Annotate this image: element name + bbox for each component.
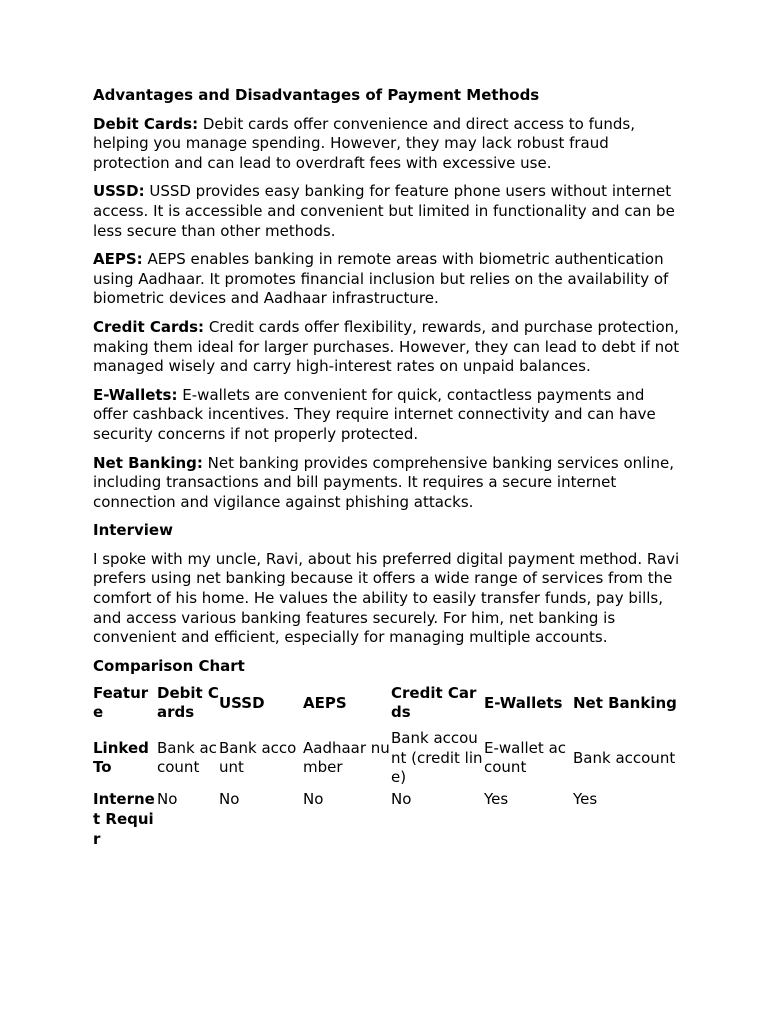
table-cell: No: [219, 790, 240, 809]
method-e-wallets: [93, 386, 683, 445]
method-name: Credit Cards:: [93, 317, 205, 336]
table-cell: Yes: [484, 790, 509, 809]
header-cell: E-Wallets: [484, 693, 563, 712]
method-text: E-wallets are convenient for quick, contactless payments and offer cashback incentives. They require internet connectivity and can have security concerns if not properly protected.: [93, 385, 656, 443]
table-cell: E-wallet account: [484, 738, 567, 777]
method-credit-cards: [93, 318, 683, 377]
table-row: [93, 788, 681, 849]
method-text: USSD provides easy banking for feature phone users without internet access. It is accessible and convenient but limited in functionality and can be less secure than other methods.: [93, 182, 675, 240]
table-cell: Bank account: [219, 738, 297, 777]
method-net-banking: [93, 454, 683, 513]
header-cell: USSD: [219, 693, 265, 712]
method-text: Credit cards offer flexibility, rewards, and purchase protection, making them ideal for larger purchases. However, they can lead to debt if not managed wisely and carry high-interest rates on unpaid balances.: [93, 317, 680, 376]
table-cell: Bank account (credit line): [391, 729, 483, 787]
method-text: Debit cards offer convenience and direct access to funds, helping you manage spending. However, they may lack robust fraud protection and can lead to overdraft fees with excessive use.: [93, 114, 635, 172]
method-name: Net Banking:: [93, 453, 203, 472]
method-name: Debit Cards:: [93, 114, 199, 133]
row-header-cell: Internet Requir: [93, 790, 155, 848]
method-aeps: [93, 250, 683, 309]
header-cell: Credit Cards: [391, 683, 477, 722]
interview-heading: Interview: [93, 521, 173, 540]
table-cell: Aadhaar number: [303, 738, 390, 777]
comparison-table: [93, 678, 681, 849]
table-row: [93, 728, 681, 788]
method-name: E-Wallets:: [93, 385, 178, 404]
method-ussd: [93, 182, 683, 241]
table-cell: Yes: [573, 790, 598, 809]
header-cell: AEPS: [303, 693, 347, 712]
method-name: USSD:: [93, 182, 145, 201]
table-cell: No: [303, 790, 324, 809]
row-header-cell: Linked To: [93, 738, 149, 777]
table-cell: Bank account: [573, 748, 676, 767]
comparison-heading: Comparison Chart: [93, 656, 245, 675]
table-cell: No: [157, 790, 178, 809]
method-text: Net banking provides comprehensive banking services online, including transactions and bill payments. It requires a secure internet connection and vigilance against phishing attacks.: [93, 453, 674, 511]
document-page: [93, 86, 683, 849]
method-name: AEPS:: [93, 250, 143, 269]
table-header-row: [93, 678, 681, 728]
table-cell: No: [391, 790, 412, 809]
method-text: AEPS enables banking in remote areas with biometric authentication using Aadhaar. It promotes financial inclusion but relies on the availability of biometric devices and Aadhaar infrastructure.: [93, 250, 669, 308]
document-title: Advantages and Disadvantages of Payment Methods: [93, 86, 540, 104]
header-cell: Net Banking: [573, 693, 677, 712]
table-cell: Bank account: [157, 738, 217, 777]
header-cell: Feature: [93, 683, 149, 722]
interview-text: I spoke with my uncle, Ravi, about his preferred digital payment method. Ravi prefers using net banking because it offers a wide range of services from the comfort of his home. He values the ability to easily transfer funds, pay bills, and access various banking features securely. For him, net banking is convenient and efficient, especially for managing multiple accounts.: [93, 549, 680, 647]
header-cell: Debit Cards: [157, 683, 219, 722]
method-debit-cards: [93, 115, 683, 174]
